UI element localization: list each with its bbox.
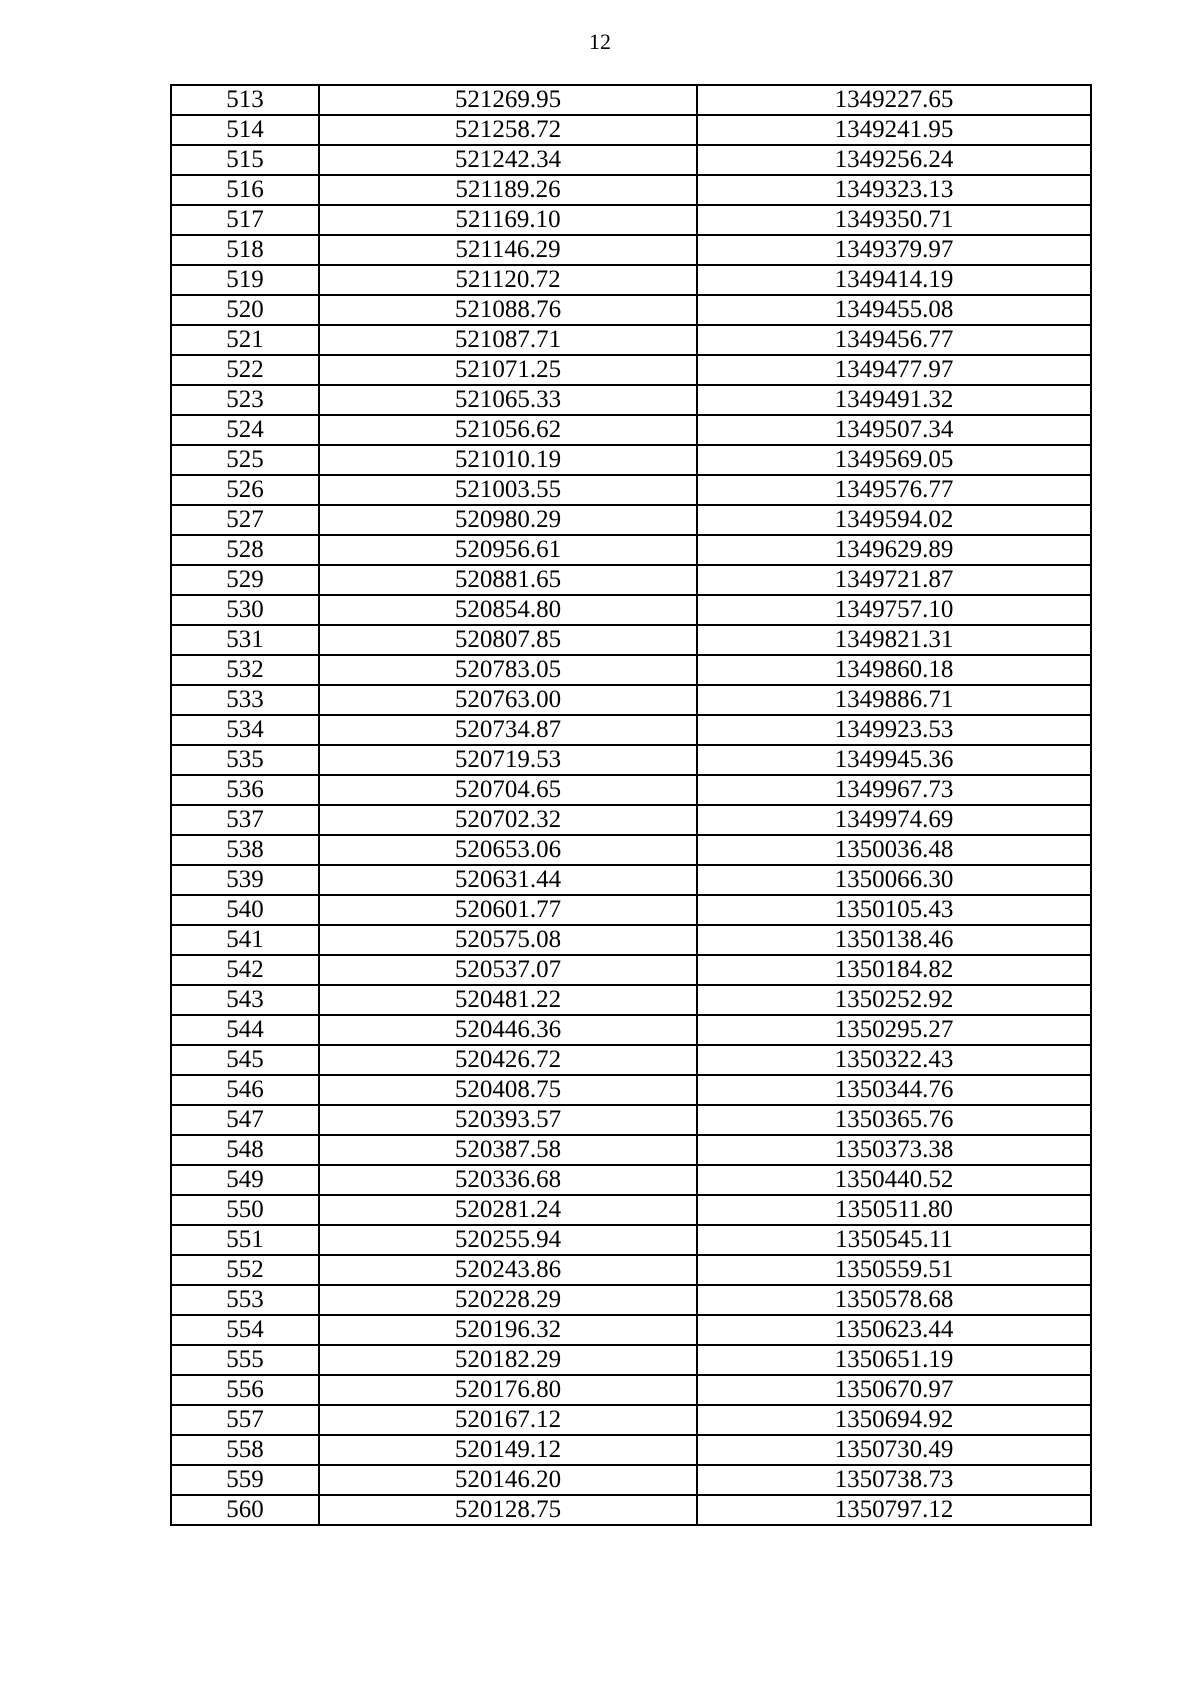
- table-row: [171, 1345, 1091, 1375]
- y-coordinate-cell: 1349414.19: [697, 265, 1091, 295]
- y-coordinate-cell: 1350623.44: [697, 1315, 1091, 1345]
- point-number-cell: 528: [171, 535, 319, 565]
- table-row: [171, 865, 1091, 895]
- x-coordinate-cell: 521056.62: [319, 415, 697, 445]
- point-number-cell: 549: [171, 1165, 319, 1195]
- y-coordinate-cell: 1349860.18: [697, 655, 1091, 685]
- x-coordinate-cell: 520149.12: [319, 1435, 697, 1465]
- y-coordinate-cell: 1349576.77: [697, 475, 1091, 505]
- y-coordinate-cell: 1350295.27: [697, 1015, 1091, 1045]
- point-number-cell: 535: [171, 745, 319, 775]
- table-row: [171, 1165, 1091, 1195]
- x-coordinate-cell: 520575.08: [319, 925, 697, 955]
- y-coordinate-cell: 1350511.80: [697, 1195, 1091, 1225]
- table-row: [171, 175, 1091, 205]
- point-number-cell: 542: [171, 955, 319, 985]
- table-row: [171, 985, 1091, 1015]
- x-coordinate-cell: 520408.75: [319, 1075, 697, 1105]
- y-coordinate-cell: 1350138.46: [697, 925, 1091, 955]
- y-coordinate-cell: 1349821.31: [697, 625, 1091, 655]
- y-coordinate-cell: 1349227.65: [697, 85, 1091, 115]
- y-coordinate-cell: 1349569.05: [697, 445, 1091, 475]
- point-number-cell: 519: [171, 265, 319, 295]
- point-number-cell: 560: [171, 1495, 319, 1525]
- table-row: [171, 835, 1091, 865]
- x-coordinate-cell: 520243.86: [319, 1255, 697, 1285]
- table-row: [171, 925, 1091, 955]
- y-coordinate-cell: 1350651.19: [697, 1345, 1091, 1375]
- point-number-cell: 554: [171, 1315, 319, 1345]
- point-number-cell: 550: [171, 1195, 319, 1225]
- y-coordinate-cell: 1350730.49: [697, 1435, 1091, 1465]
- y-coordinate-cell: 1349507.34: [697, 415, 1091, 445]
- y-coordinate-cell: 1349477.97: [697, 355, 1091, 385]
- table-row: [171, 595, 1091, 625]
- table-row: [171, 1435, 1091, 1465]
- point-number-cell: 538: [171, 835, 319, 865]
- x-coordinate-cell: 521269.95: [319, 85, 697, 115]
- table-row: [171, 115, 1091, 145]
- x-coordinate-cell: 520128.75: [319, 1495, 697, 1525]
- table-row: [171, 265, 1091, 295]
- table-row: [171, 1315, 1091, 1345]
- y-coordinate-cell: 1349241.95: [697, 115, 1091, 145]
- y-coordinate-cell: 1349350.71: [697, 205, 1091, 235]
- table-row: [171, 655, 1091, 685]
- table-row: [171, 295, 1091, 325]
- table-row: [171, 1075, 1091, 1105]
- x-coordinate-cell: 520167.12: [319, 1405, 697, 1435]
- x-coordinate-cell: 520481.22: [319, 985, 697, 1015]
- x-coordinate-cell: 520393.57: [319, 1105, 697, 1135]
- table-row: [171, 325, 1091, 355]
- coordinates-table-body: [171, 85, 1091, 1525]
- y-coordinate-cell: 1350670.97: [697, 1375, 1091, 1405]
- y-coordinate-cell: 1349945.36: [697, 745, 1091, 775]
- y-coordinate-cell: 1350184.82: [697, 955, 1091, 985]
- y-coordinate-cell: 1350066.30: [697, 865, 1091, 895]
- point-number-cell: 532: [171, 655, 319, 685]
- point-number-cell: 517: [171, 205, 319, 235]
- table-row: [171, 895, 1091, 925]
- x-coordinate-cell: 520426.72: [319, 1045, 697, 1075]
- x-coordinate-cell: 521087.71: [319, 325, 697, 355]
- x-coordinate-cell: 520980.29: [319, 505, 697, 535]
- point-number-cell: 523: [171, 385, 319, 415]
- y-coordinate-cell: 1350545.11: [697, 1225, 1091, 1255]
- x-coordinate-cell: 520881.65: [319, 565, 697, 595]
- y-coordinate-cell: 1349491.32: [697, 385, 1091, 415]
- table-row: [171, 775, 1091, 805]
- point-number-cell: 516: [171, 175, 319, 205]
- y-coordinate-cell: 1349455.08: [697, 295, 1091, 325]
- table-row: [171, 505, 1091, 535]
- x-coordinate-cell: 520807.85: [319, 625, 697, 655]
- point-number-cell: 533: [171, 685, 319, 715]
- x-coordinate-cell: 521088.76: [319, 295, 697, 325]
- x-coordinate-cell: 521071.25: [319, 355, 697, 385]
- point-number-cell: 547: [171, 1105, 319, 1135]
- point-number-cell: 556: [171, 1375, 319, 1405]
- table-row: [171, 385, 1091, 415]
- point-number-cell: 513: [171, 85, 319, 115]
- y-coordinate-cell: 1350322.43: [697, 1045, 1091, 1075]
- table-row: [171, 475, 1091, 505]
- point-number-cell: 558: [171, 1435, 319, 1465]
- point-number-cell: 541: [171, 925, 319, 955]
- y-coordinate-cell: 1349757.10: [697, 595, 1091, 625]
- x-coordinate-cell: 521189.26: [319, 175, 697, 205]
- y-coordinate-cell: 1350252.92: [697, 985, 1091, 1015]
- point-number-cell: 515: [171, 145, 319, 175]
- point-number-cell: 548: [171, 1135, 319, 1165]
- y-coordinate-cell: 1349379.97: [697, 235, 1091, 265]
- table-row: [171, 715, 1091, 745]
- point-number-cell: 530: [171, 595, 319, 625]
- table-row: [171, 1465, 1091, 1495]
- x-coordinate-cell: 521146.29: [319, 235, 697, 265]
- table-row: [171, 415, 1091, 445]
- table-row: [171, 1195, 1091, 1225]
- x-coordinate-cell: 520702.32: [319, 805, 697, 835]
- point-number-cell: 518: [171, 235, 319, 265]
- y-coordinate-cell: 1350036.48: [697, 835, 1091, 865]
- table-row: [171, 1375, 1091, 1405]
- table-row: [171, 1045, 1091, 1075]
- point-number-cell: 520: [171, 295, 319, 325]
- y-coordinate-cell: 1349456.77: [697, 325, 1091, 355]
- y-coordinate-cell: 1349974.69: [697, 805, 1091, 835]
- x-coordinate-cell: 520763.00: [319, 685, 697, 715]
- table-row: [171, 145, 1091, 175]
- table-row: [171, 1495, 1091, 1525]
- y-coordinate-cell: 1350365.76: [697, 1105, 1091, 1135]
- x-coordinate-cell: 521242.34: [319, 145, 697, 175]
- point-number-cell: 531: [171, 625, 319, 655]
- table-row: [171, 1255, 1091, 1285]
- point-number-cell: 534: [171, 715, 319, 745]
- point-number-cell: 537: [171, 805, 319, 835]
- table-row: [171, 1105, 1091, 1135]
- page-number: 12: [589, 29, 611, 54]
- table-row: [171, 1405, 1091, 1435]
- table-row: [171, 1015, 1091, 1045]
- y-coordinate-cell: 1350373.38: [697, 1135, 1091, 1165]
- point-number-cell: 536: [171, 775, 319, 805]
- x-coordinate-cell: 520601.77: [319, 895, 697, 925]
- x-coordinate-cell: 520182.29: [319, 1345, 697, 1375]
- point-number-cell: 546: [171, 1075, 319, 1105]
- x-coordinate-cell: 520631.44: [319, 865, 697, 895]
- coordinates-table: [170, 84, 1092, 1526]
- point-number-cell: 522: [171, 355, 319, 385]
- point-number-cell: 539: [171, 865, 319, 895]
- x-coordinate-cell: 520734.87: [319, 715, 697, 745]
- point-number-cell: 551: [171, 1225, 319, 1255]
- y-coordinate-cell: 1349629.89: [697, 535, 1091, 565]
- x-coordinate-cell: 520537.07: [319, 955, 697, 985]
- y-coordinate-cell: 1350440.52: [697, 1165, 1091, 1195]
- x-coordinate-cell: 520783.05: [319, 655, 697, 685]
- x-coordinate-cell: 520336.68: [319, 1165, 697, 1195]
- point-number-cell: 557: [171, 1405, 319, 1435]
- point-number-cell: 527: [171, 505, 319, 535]
- x-coordinate-cell: 520956.61: [319, 535, 697, 565]
- y-coordinate-cell: 1350105.43: [697, 895, 1091, 925]
- y-coordinate-cell: 1349967.73: [697, 775, 1091, 805]
- y-coordinate-cell: 1349721.87: [697, 565, 1091, 595]
- point-number-cell: 524: [171, 415, 319, 445]
- table-row: [171, 535, 1091, 565]
- x-coordinate-cell: 521010.19: [319, 445, 697, 475]
- y-coordinate-cell: 1349886.71: [697, 685, 1091, 715]
- x-coordinate-cell: 520719.53: [319, 745, 697, 775]
- table-row: [171, 205, 1091, 235]
- y-coordinate-cell: 1349594.02: [697, 505, 1091, 535]
- y-coordinate-cell: 1349323.13: [697, 175, 1091, 205]
- point-number-cell: 543: [171, 985, 319, 1015]
- table-row: [171, 955, 1091, 985]
- point-number-cell: 529: [171, 565, 319, 595]
- table-row: [171, 685, 1091, 715]
- point-number-cell: 555: [171, 1345, 319, 1375]
- x-coordinate-cell: 521120.72: [319, 265, 697, 295]
- y-coordinate-cell: 1349256.24: [697, 145, 1091, 175]
- x-coordinate-cell: 520196.32: [319, 1315, 697, 1345]
- x-coordinate-cell: 521169.10: [319, 205, 697, 235]
- table-row: [171, 625, 1091, 655]
- table-row: [171, 235, 1091, 265]
- table-row: [171, 1135, 1091, 1165]
- table-row: [171, 1225, 1091, 1255]
- table-row: [171, 805, 1091, 835]
- x-coordinate-cell: 520146.20: [319, 1465, 697, 1495]
- x-coordinate-cell: 520281.24: [319, 1195, 697, 1225]
- y-coordinate-cell: 1350578.68: [697, 1285, 1091, 1315]
- x-coordinate-cell: 520228.29: [319, 1285, 697, 1315]
- y-coordinate-cell: 1350559.51: [697, 1255, 1091, 1285]
- x-coordinate-cell: 520255.94: [319, 1225, 697, 1255]
- point-number-cell: 540: [171, 895, 319, 925]
- x-coordinate-cell: 521003.55: [319, 475, 697, 505]
- y-coordinate-cell: 1350694.92: [697, 1405, 1091, 1435]
- x-coordinate-cell: 520387.58: [319, 1135, 697, 1165]
- y-coordinate-cell: 1350738.73: [697, 1465, 1091, 1495]
- table-row: [171, 745, 1091, 775]
- x-coordinate-cell: 521258.72: [319, 115, 697, 145]
- table-row: [171, 355, 1091, 385]
- x-coordinate-cell: 520176.80: [319, 1375, 697, 1405]
- x-coordinate-cell: 520446.36: [319, 1015, 697, 1045]
- point-number-cell: 545: [171, 1045, 319, 1075]
- table-row: [171, 85, 1091, 115]
- point-number-cell: 553: [171, 1285, 319, 1315]
- point-number-cell: 521: [171, 325, 319, 355]
- point-number-cell: 559: [171, 1465, 319, 1495]
- point-number-cell: 544: [171, 1015, 319, 1045]
- point-number-cell: 552: [171, 1255, 319, 1285]
- x-coordinate-cell: 520704.65: [319, 775, 697, 805]
- y-coordinate-cell: 1350797.12: [697, 1495, 1091, 1525]
- table-row: [171, 565, 1091, 595]
- x-coordinate-cell: 520854.80: [319, 595, 697, 625]
- point-number-cell: 526: [171, 475, 319, 505]
- point-number-cell: 525: [171, 445, 319, 475]
- y-coordinate-cell: 1349923.53: [697, 715, 1091, 745]
- table-row: [171, 445, 1091, 475]
- x-coordinate-cell: 520653.06: [319, 835, 697, 865]
- y-coordinate-cell: 1350344.76: [697, 1075, 1091, 1105]
- table-row: [171, 1285, 1091, 1315]
- x-coordinate-cell: 521065.33: [319, 385, 697, 415]
- point-number-cell: 514: [171, 115, 319, 145]
